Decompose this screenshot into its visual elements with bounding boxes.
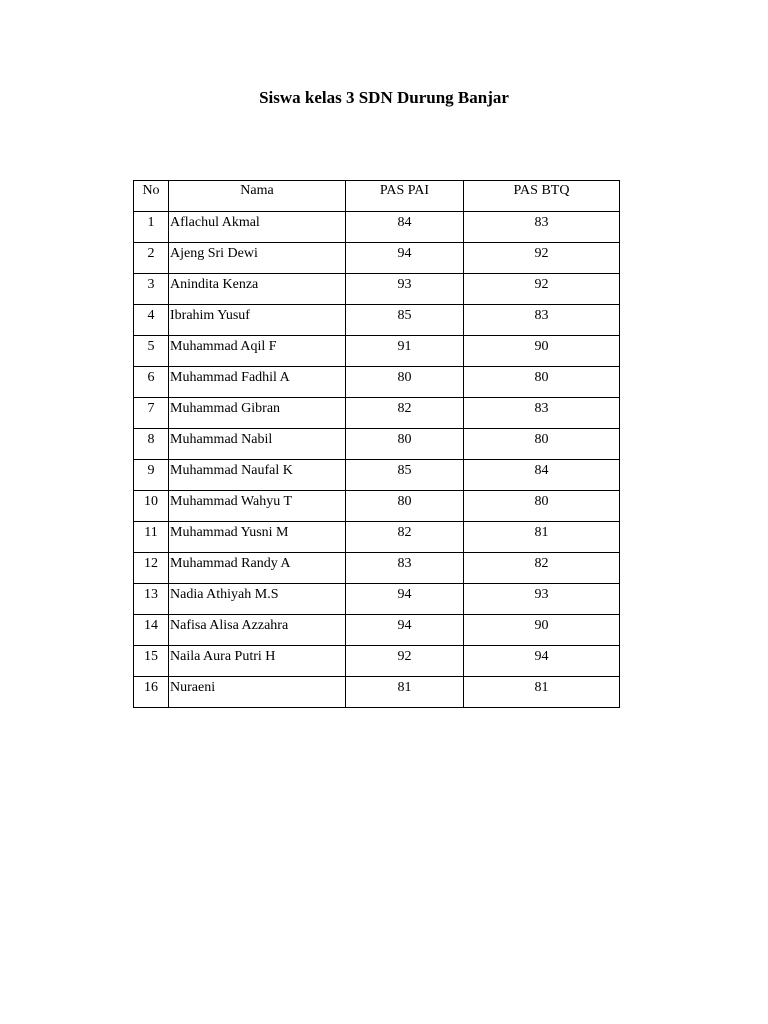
table-row <box>134 677 620 708</box>
cell-pas-pai: 81 <box>346 677 464 708</box>
cell-pas-pai: 94 <box>346 584 464 615</box>
cell-nama: Muhammad Gibran <box>169 398 346 429</box>
table-row <box>134 367 620 398</box>
header-pas-pai: PAS PAI <box>346 181 464 212</box>
cell-pas-btq: 93 <box>464 584 620 615</box>
cell-no: 14 <box>134 615 169 646</box>
cell-no: 5 <box>134 336 169 367</box>
table-row <box>134 398 620 429</box>
cell-pas-btq: 80 <box>464 367 620 398</box>
cell-nama: Muhammad Randy A <box>169 553 346 584</box>
cell-pas-pai: 94 <box>346 243 464 274</box>
cell-pas-btq: 90 <box>464 615 620 646</box>
cell-pas-btq: 80 <box>464 429 620 460</box>
cell-no: 2 <box>134 243 169 274</box>
cell-no: 6 <box>134 367 169 398</box>
table-row <box>134 522 620 553</box>
cell-no: 13 <box>134 584 169 615</box>
cell-no: 9 <box>134 460 169 491</box>
student-scores-table <box>133 180 620 708</box>
table-row <box>134 584 620 615</box>
cell-nama: Muhammad Yusni M <box>169 522 346 553</box>
header-no: No <box>134 181 169 212</box>
header-nama: Nama <box>169 181 346 212</box>
cell-no: 1 <box>134 212 169 243</box>
table-header-row <box>134 181 620 212</box>
table-row <box>134 553 620 584</box>
cell-pas-pai: 85 <box>346 305 464 336</box>
table-row <box>134 429 620 460</box>
table-row <box>134 243 620 274</box>
cell-pas-pai: 93 <box>346 274 464 305</box>
cell-pas-pai: 85 <box>346 460 464 491</box>
cell-pas-btq: 81 <box>464 677 620 708</box>
cell-pas-pai: 82 <box>346 522 464 553</box>
cell-pas-btq: 83 <box>464 212 620 243</box>
cell-pas-btq: 80 <box>464 491 620 522</box>
cell-nama: Muhammad Wahyu T <box>169 491 346 522</box>
header-pas-btq: PAS BTQ <box>464 181 620 212</box>
page-title: Siswa kelas 3 SDN Durung Banjar <box>259 88 509 107</box>
table-row <box>134 646 620 677</box>
cell-nama: Ibrahim Yusuf <box>169 305 346 336</box>
cell-pas-btq: 83 <box>464 398 620 429</box>
cell-no: 16 <box>134 677 169 708</box>
cell-nama: Nafisa Alisa Azzahra <box>169 615 346 646</box>
cell-no: 7 <box>134 398 169 429</box>
cell-pas-btq: 84 <box>464 460 620 491</box>
cell-no: 8 <box>134 429 169 460</box>
cell-pas-pai: 82 <box>346 398 464 429</box>
table-row <box>134 305 620 336</box>
cell-pas-pai: 80 <box>346 367 464 398</box>
table-row <box>134 460 620 491</box>
cell-nama: Aflachul Akmal <box>169 212 346 243</box>
cell-no: 4 <box>134 305 169 336</box>
cell-pas-pai: 94 <box>346 615 464 646</box>
cell-no: 12 <box>134 553 169 584</box>
cell-nama: Anindita Kenza <box>169 274 346 305</box>
cell-nama: Naila Aura Putri H <box>169 646 346 677</box>
cell-nama: Muhammad Aqil F <box>169 336 346 367</box>
cell-nama: Muhammad Nabil <box>169 429 346 460</box>
cell-pas-pai: 92 <box>346 646 464 677</box>
cell-no: 15 <box>134 646 169 677</box>
cell-nama: Ajeng Sri Dewi <box>169 243 346 274</box>
table-row <box>134 615 620 646</box>
table-row <box>134 336 620 367</box>
table-body <box>134 212 620 708</box>
cell-pas-pai: 83 <box>346 553 464 584</box>
cell-pas-btq: 81 <box>464 522 620 553</box>
cell-pas-btq: 90 <box>464 336 620 367</box>
cell-pas-pai: 80 <box>346 491 464 522</box>
cell-pas-pai: 80 <box>346 429 464 460</box>
cell-pas-btq: 82 <box>464 553 620 584</box>
table-row <box>134 212 620 243</box>
table-row <box>134 491 620 522</box>
cell-nama: Muhammad Naufal K <box>169 460 346 491</box>
cell-pas-btq: 83 <box>464 305 620 336</box>
cell-no: 3 <box>134 274 169 305</box>
cell-pas-pai: 84 <box>346 212 464 243</box>
cell-nama: Nuraeni <box>169 677 346 708</box>
cell-pas-pai: 91 <box>346 336 464 367</box>
cell-no: 11 <box>134 522 169 553</box>
cell-nama: Nadia Athiyah M.S <box>169 584 346 615</box>
table-row <box>134 274 620 305</box>
cell-pas-btq: 94 <box>464 646 620 677</box>
cell-pas-btq: 92 <box>464 243 620 274</box>
cell-pas-btq: 92 <box>464 274 620 305</box>
cell-nama: Muhammad Fadhil A <box>169 367 346 398</box>
cell-no: 10 <box>134 491 169 522</box>
